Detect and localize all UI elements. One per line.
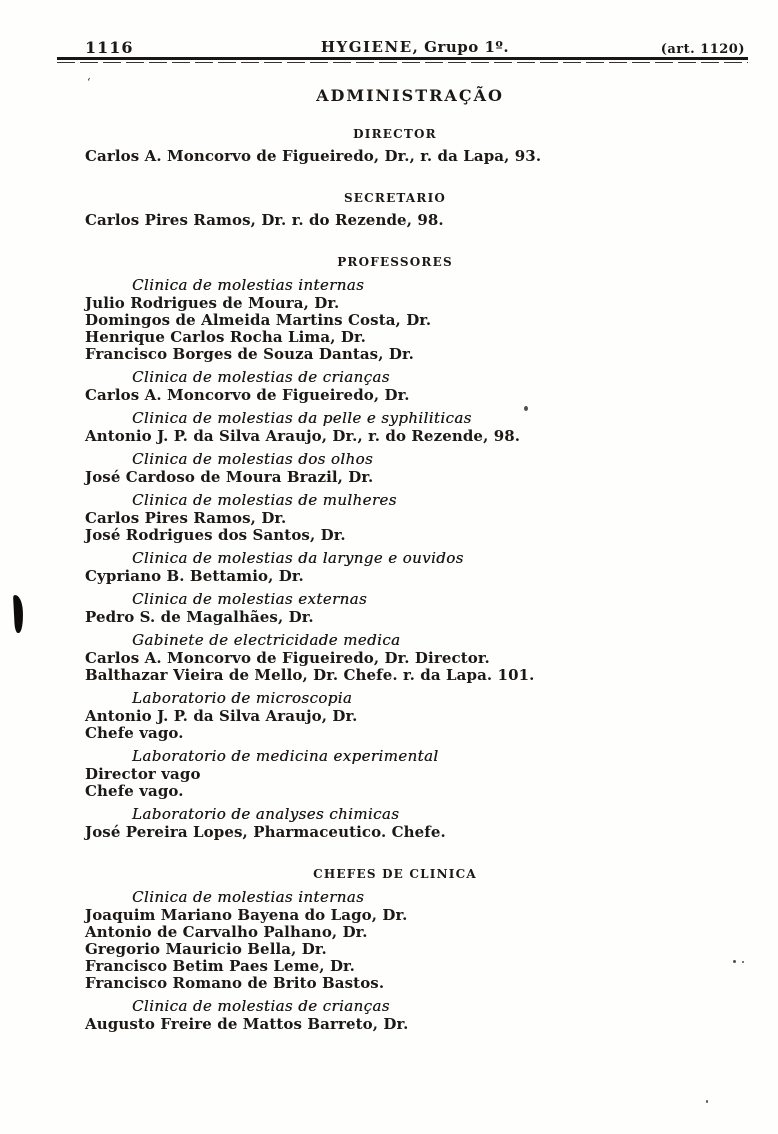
section-heading: SECRETARIO: [343, 191, 447, 205]
group-title: Clinica de molestias de crianças: [132, 997, 390, 1015]
person-entry: Carlos A. Moncorvo de Figueiredo, Dr. Director.: [85, 649, 490, 667]
sections: [85, 118, 705, 1033]
group-title: Clinica de molestias de mulheres: [132, 491, 397, 509]
person-entry: Antonio J. P. da Silva Araujo, Dr.: [85, 707, 358, 725]
person-entry: Carlos A. Moncorvo de Figueiredo, Dr., r. da Lapa, 93.: [85, 147, 542, 165]
person-entry: Cypriano B. Bettamio, Dr.: [85, 567, 304, 585]
person-entry: Carlos A. Moncorvo de Figueiredo, Dr.: [85, 386, 410, 404]
person-entry: Francisco Betim Paes Leme, Dr.: [85, 957, 356, 975]
section-director: [85, 127, 705, 165]
person-entry: Francisco Romano de Brito Bastos.: [85, 974, 385, 992]
person-entry: Domingos de Almeida Martins Costa, Dr.: [85, 311, 432, 329]
journal-title-bold: HYGIENE,: [320, 38, 420, 56]
person-entry: Antonio J. P. da Silva Araujo, Dr., r. do Rezende, 98.: [85, 427, 521, 445]
group-title: Laboratorio de analyses chimicas: [132, 805, 400, 823]
journal-title: [321, 38, 509, 56]
person-entry: José Pereira Lopes, Pharmaceutico. Chefe.: [85, 823, 446, 841]
journal-title-group: Grupo 1º.: [424, 38, 510, 56]
person-entry: Julio Rodrigues de Moura, Dr.: [85, 294, 340, 312]
article-reference: (art. 1120): [660, 42, 745, 57]
section-heading: PROFESSORES: [337, 255, 453, 269]
ink-smudge: [13, 595, 24, 633]
scan-speck: [524, 406, 528, 411]
person-entry: José Cardoso de Moura Brazil, Dr.: [85, 468, 374, 486]
scan-speck: [733, 960, 736, 963]
scan-speck: [706, 1100, 708, 1103]
person-entry: Chefe vago.: [85, 724, 184, 742]
section-chefes-de-clinica: [85, 867, 705, 1033]
group-title: Clinica de molestias de crianças: [132, 368, 390, 386]
group-title: Clinica de molestias dos olhos: [132, 450, 374, 468]
section-heading: CHEFES DE CLINICA: [313, 867, 477, 881]
person-entry: José Rodrigues dos Santos, Dr.: [85, 526, 346, 544]
group-title: Laboratorio de microscopia: [132, 689, 353, 707]
group-title: Clinica de molestias da pelle e syphiliticas: [132, 409, 472, 427]
section-heading: DIRECTOR: [353, 127, 437, 141]
group-title: Laboratorio de medicina experimental: [132, 747, 439, 765]
scan-speck: [742, 961, 744, 963]
page-number: 1116: [85, 38, 134, 57]
person-entry: Balthazar Vieira de Mello, Dr. Chefe. r. da Lapa. 101.: [85, 666, 535, 684]
group-title: Clinica de molestias da larynge e ouvidos: [132, 549, 464, 567]
section-secretario: [85, 191, 705, 229]
group-title: Gabinete de electricidade medica: [132, 631, 401, 649]
person-entry: Francisco Borges de Souza Dantas, Dr.: [85, 345, 414, 363]
page-title: ADMINISTRAÇÃO: [316, 86, 504, 105]
person-entry: Carlos Pires Ramos, Dr. r. do Rezende, 98.: [85, 211, 444, 229]
running-head: [85, 36, 745, 58]
section-professores: [85, 255, 705, 841]
person-entry: Henrique Carlos Rocha Lima, Dr.: [85, 328, 366, 346]
group-title: Clinica de molestias internas: [132, 276, 365, 294]
header-rule: [57, 57, 748, 60]
person-entry: Augusto Freire de Mattos Barreto, Dr.: [85, 1015, 409, 1033]
person-entry: Joaquim Mariano Bayena do Lago, Dr.: [85, 906, 408, 924]
group-title: Clinica de molestias internas: [132, 888, 365, 906]
person-entry: Carlos Pires Ramos, Dr.: [85, 509, 287, 527]
person-entry: Gregorio Mauricio Bella, Dr.: [85, 940, 327, 958]
person-entry: Pedro S. de Magalhães, Dr.: [85, 608, 314, 626]
group-title: Clinica de molestias externas: [132, 590, 368, 608]
person-entry: Chefe vago.: [85, 782, 184, 800]
person-entry: Director vago: [85, 765, 201, 783]
person-entry: Antonio de Carvalho Palhano, Dr.: [85, 923, 368, 941]
stray-mark: ‘: [87, 76, 91, 89]
